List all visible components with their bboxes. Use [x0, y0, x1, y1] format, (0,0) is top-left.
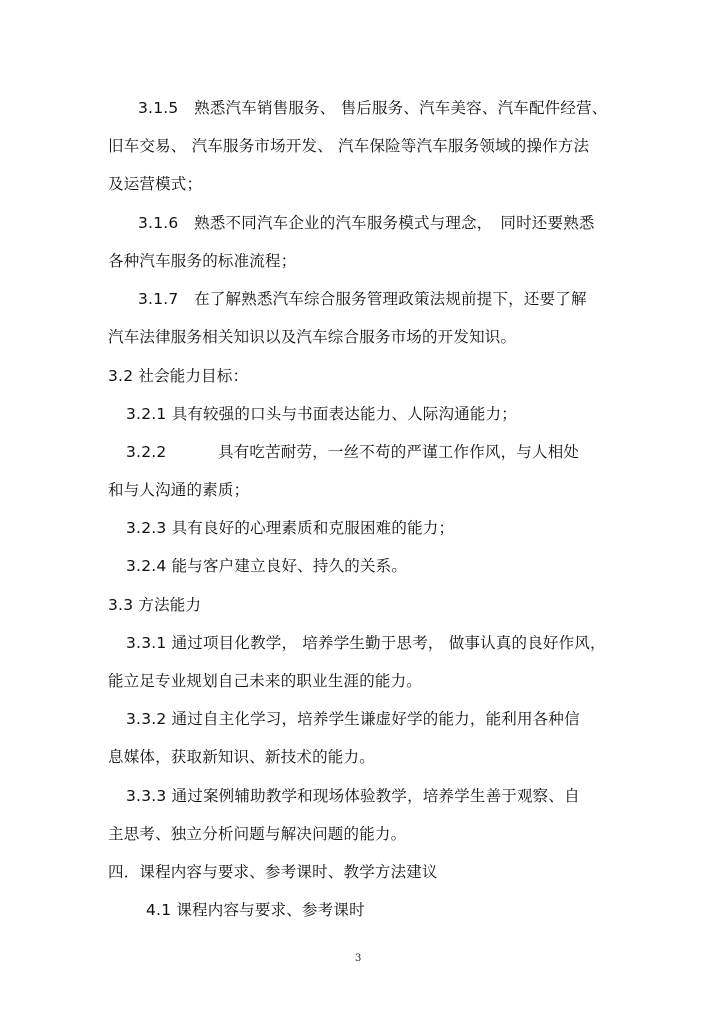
- text-line: 3.3.3 通过案例辅助教学和现场体验教学，培养学生善于观察、自: [126, 787, 580, 805]
- text-line: 旧车交易、 汽车服务市场开发、 汽车保险等汽车服务领域的操作方法: [108, 137, 590, 155]
- text-line: 3.2.1 具有较强的口头与书面表达能力、人际沟通能力；: [126, 405, 517, 423]
- text-line: 3.3.1 通过项目化教学， 培养学生勤于思考， 做事认真的良好作风，: [126, 634, 606, 652]
- text-line: 主思考、独立分析问题与解决问题的能力。: [108, 825, 407, 843]
- page-number: 3: [355, 953, 362, 964]
- text-line: 及运营模式；: [108, 175, 203, 193]
- text-line: 各种汽车服务的标准流程；: [108, 252, 297, 270]
- text-line: 3.3.2 通过自主化学习，培养学生谦虚好学的能力，能利用各种信: [126, 710, 580, 728]
- text-line: 3.2.3 具有良好的心理素质和克服困难的能力；: [126, 519, 455, 537]
- chapter-heading: 四．课程内容与要求、参考课时、教学方法建议: [108, 863, 438, 881]
- section-heading: 4.1 课程内容与要求、参考课时: [146, 901, 365, 919]
- text-line: 3.1.6 熟悉不同汽车企业的汽车服务模式与理念， 同时还要熟悉: [138, 214, 595, 232]
- text-line: 和与人沟通的素质；: [108, 481, 250, 499]
- text-line: 汽车法律服务相关知识以及汽车综合服务市场的开发知识。: [108, 328, 517, 346]
- text-line: 具有吃苦耐劳，一丝不苟的严谨工作作风，与人相处: [218, 443, 580, 461]
- text-line: 3.1.5 熟悉汽车销售服务、 售后服务、汽车美容、汽车配件经营、: [138, 99, 608, 117]
- text-line: 能立足专业规划自己未来的职业生涯的能力。: [108, 672, 423, 690]
- text-line: 3.1.7 在了解熟悉汽车综合服务管理政策法规前提下，还要了解: [138, 290, 587, 308]
- section-heading: 3.2 社会能力目标：: [108, 367, 249, 385]
- text-line: 3.2.2: [126, 443, 167, 461]
- text-line: 3.2.4 能与客户建立良好、持久的关系。: [126, 557, 408, 575]
- section-heading: 3.3 方法能力: [108, 596, 202, 614]
- text-line: 息媒体，获取新知识、新技术的能力。: [108, 748, 375, 766]
